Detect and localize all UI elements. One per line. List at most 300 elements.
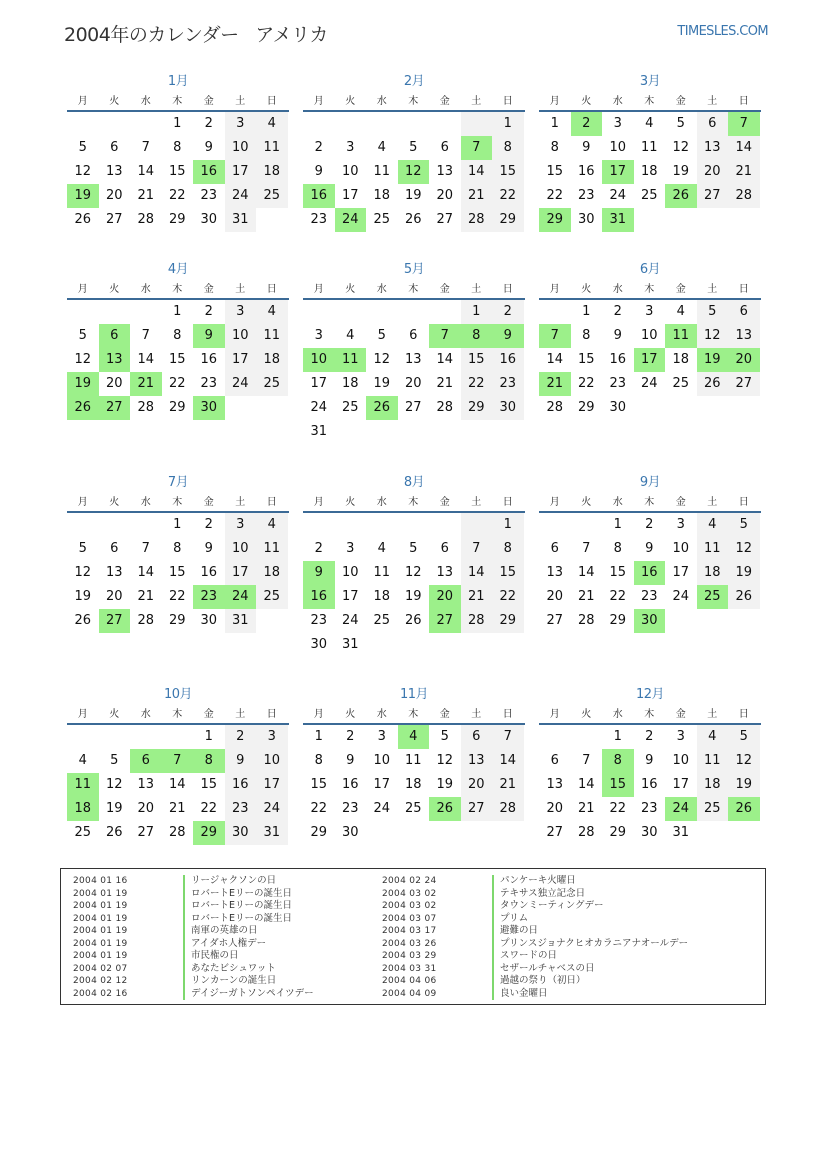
day-cell[interactable]: 9 [346,753,355,768]
day-cell[interactable]: 22 [492,184,524,208]
day-cell[interactable]: 14 [137,352,155,367]
day-cell[interactable]: 24 [341,613,359,628]
day-cell[interactable]: 25 [373,613,391,628]
holiday-day-cell[interactable]: 9 [303,561,335,585]
site-logo[interactable]: TIMESLES.COM [677,24,768,39]
day-cell[interactable]: 1 [613,517,622,532]
day-cell[interactable]: 8 [550,140,559,155]
day-cell[interactable]: 19 [373,376,391,391]
day-cell[interactable]: 16 [225,773,257,797]
day-cell[interactable]: 23 [640,589,658,604]
day-cell[interactable]: 30 [609,400,627,415]
day-cell[interactable]: 29 [609,613,627,628]
day-cell[interactable]: 2 [204,304,213,319]
day-cell[interactable]: 19 [404,188,422,203]
day-cell[interactable]: 4 [377,140,386,155]
day-cell[interactable]: 24 [256,797,288,821]
day-cell[interactable]: 11 [256,537,288,561]
day-cell[interactable]: 4 [697,513,729,537]
day-cell[interactable]: 22 [609,589,627,604]
day-cell[interactable]: 8 [582,328,591,343]
day-cell[interactable]: 17 [341,188,359,203]
holiday-day-cell[interactable]: 20 [728,348,760,372]
day-cell[interactable]: 26 [105,825,123,840]
day-cell[interactable]: 28 [492,797,524,821]
day-cell[interactable]: 6 [550,541,559,556]
day-cell[interactable]: 8 [613,541,622,556]
holiday-day-cell[interactable]: 13 [99,348,131,372]
day-cell[interactable]: 12 [105,777,123,792]
day-cell[interactable]: 21 [577,801,595,816]
day-cell[interactable]: 17 [672,565,690,580]
holiday-day-cell[interactable]: 30 [193,396,225,420]
day-cell[interactable]: 10 [256,749,288,773]
day-cell[interactable]: 1 [173,116,182,131]
holiday-day-cell[interactable]: 24 [665,797,697,821]
day-cell[interactable]: 28 [728,184,760,208]
day-cell[interactable]: 18 [256,348,288,372]
holiday-day-cell[interactable]: 21 [539,372,571,396]
day-cell[interactable]: 23 [310,212,328,227]
day-cell[interactable]: 10 [341,565,359,580]
day-cell[interactable]: 16 [200,352,218,367]
day-cell[interactable]: 7 [141,328,150,343]
day-cell[interactable]: 19 [436,777,454,792]
day-cell[interactable]: 23 [341,801,359,816]
day-cell[interactable]: 28 [461,609,493,633]
holiday-day-cell[interactable]: 24 [335,208,367,232]
day-cell[interactable]: 8 [173,140,182,155]
holiday-day-cell[interactable]: 30 [634,609,666,633]
day-cell[interactable]: 28 [137,212,155,227]
day-cell[interactable]: 10 [225,324,257,348]
day-cell[interactable]: 14 [577,565,595,580]
day-cell[interactable]: 18 [640,164,658,179]
day-cell[interactable]: 26 [74,212,92,227]
day-cell[interactable]: 13 [546,565,564,580]
day-cell[interactable]: 23 [200,376,218,391]
day-cell[interactable]: 11 [256,136,288,160]
day-cell[interactable]: 29 [168,613,186,628]
day-cell[interactable]: 1 [173,517,182,532]
day-cell[interactable]: 25 [640,188,658,203]
day-cell[interactable]: 6 [440,140,449,155]
day-cell[interactable]: 8 [492,136,524,160]
day-cell[interactable]: 25 [256,372,288,396]
day-cell[interactable]: 18 [404,777,422,792]
holiday-day-cell[interactable]: 10 [303,348,335,372]
day-cell[interactable]: 2 [225,725,257,749]
holiday-day-cell[interactable]: 2 [571,112,603,136]
day-cell[interactable]: 3 [613,116,622,131]
day-cell[interactable]: 20 [137,801,155,816]
day-cell[interactable]: 25 [341,400,359,415]
day-cell[interactable]: 5 [409,140,418,155]
day-cell[interactable]: 14 [168,777,186,792]
day-cell[interactable]: 13 [404,352,422,367]
day-cell[interactable]: 6 [409,328,418,343]
day-cell[interactable]: 11 [256,324,288,348]
day-cell[interactable]: 13 [436,164,454,179]
day-cell[interactable]: 15 [577,352,595,367]
day-cell[interactable]: 6 [110,140,119,155]
day-cell[interactable]: 16 [200,565,218,580]
day-cell[interactable]: 1 [314,729,323,744]
holiday-day-cell[interactable]: 26 [366,396,398,420]
day-cell[interactable]: 10 [672,753,690,768]
day-cell[interactable]: 16 [577,164,595,179]
day-cell[interactable]: 11 [373,164,391,179]
day-cell[interactable]: 24 [310,400,328,415]
day-cell[interactable]: 17 [310,376,328,391]
day-cell[interactable]: 18 [697,561,729,585]
holiday-day-cell[interactable]: 26 [728,797,760,821]
holiday-day-cell[interactable]: 26 [67,396,99,420]
holiday-day-cell[interactable]: 29 [193,821,225,845]
day-cell[interactable]: 10 [373,753,391,768]
day-cell[interactable]: 30 [310,637,328,652]
holiday-day-cell[interactable]: 11 [67,773,99,797]
day-cell[interactable]: 22 [168,188,186,203]
day-cell[interactable]: 14 [137,164,155,179]
day-cell[interactable]: 24 [672,589,690,604]
day-cell[interactable]: 17 [373,777,391,792]
day-cell[interactable]: 28 [461,208,493,232]
day-cell[interactable]: 6 [440,541,449,556]
day-cell[interactable]: 7 [492,725,524,749]
day-cell[interactable]: 14 [728,136,760,160]
day-cell[interactable]: 10 [640,328,658,343]
day-cell[interactable]: 6 [697,112,729,136]
day-cell[interactable]: 7 [582,541,591,556]
holiday-day-cell[interactable]: 27 [99,396,131,420]
day-cell[interactable]: 24 [225,184,257,208]
day-cell[interactable]: 28 [577,825,595,840]
day-cell[interactable]: 19 [74,589,92,604]
day-cell[interactable]: 12 [728,749,760,773]
day-cell[interactable]: 15 [492,561,524,585]
day-cell[interactable]: 26 [697,372,729,396]
holiday-day-cell[interactable]: 7 [461,136,493,160]
day-cell[interactable]: 13 [728,324,760,348]
day-cell[interactable]: 28 [137,400,155,415]
day-cell[interactable]: 2 [645,517,654,532]
day-cell[interactable]: 1 [582,304,591,319]
day-cell[interactable]: 11 [697,537,729,561]
day-cell[interactable]: 18 [341,376,359,391]
day-cell[interactable]: 2 [314,541,323,556]
day-cell[interactable]: 22 [577,376,595,391]
day-cell[interactable]: 14 [577,777,595,792]
day-cell[interactable]: 15 [461,348,493,372]
day-cell[interactable]: 11 [373,565,391,580]
day-cell[interactable]: 23 [577,188,595,203]
day-cell[interactable]: 15 [168,164,186,179]
day-cell[interactable]: 28 [137,613,155,628]
day-cell[interactable]: 28 [577,613,595,628]
day-cell[interactable]: 9 [613,328,622,343]
day-cell[interactable]: 21 [137,589,155,604]
day-cell[interactable]: 5 [78,328,87,343]
day-cell[interactable]: 29 [168,400,186,415]
day-cell[interactable]: 24 [640,376,658,391]
day-cell[interactable]: 15 [492,160,524,184]
day-cell[interactable]: 7 [141,140,150,155]
day-cell[interactable]: 8 [492,537,524,561]
holiday-day-cell[interactable]: 12 [398,160,430,184]
day-cell[interactable]: 21 [436,376,454,391]
day-cell[interactable]: 14 [137,565,155,580]
day-cell[interactable]: 18 [672,352,690,367]
day-cell[interactable]: 5 [728,725,760,749]
holiday-day-cell[interactable]: 27 [99,609,131,633]
day-cell[interactable]: 9 [204,140,213,155]
holiday-day-cell[interactable]: 21 [130,372,162,396]
holiday-day-cell[interactable]: 8 [193,749,225,773]
day-cell[interactable]: 24 [373,801,391,816]
day-cell[interactable]: 9 [204,541,213,556]
day-cell[interactable]: 2 [204,116,213,131]
holiday-day-cell[interactable]: 6 [130,749,162,773]
day-cell[interactable]: 30 [341,825,359,840]
day-cell[interactable]: 6 [461,725,493,749]
day-cell[interactable]: 13 [105,164,123,179]
day-cell[interactable]: 31 [225,208,257,232]
day-cell[interactable]: 4 [256,513,288,537]
holiday-day-cell[interactable]: 6 [99,324,131,348]
day-cell[interactable]: 25 [256,585,288,609]
day-cell[interactable]: 13 [137,777,155,792]
day-cell[interactable]: 5 [676,116,685,131]
holiday-day-cell[interactable]: 16 [303,585,335,609]
day-cell[interactable]: 3 [377,729,386,744]
day-cell[interactable]: 8 [314,753,323,768]
day-cell[interactable]: 20 [546,589,564,604]
holiday-day-cell[interactable]: 18 [67,797,99,821]
day-cell[interactable]: 29 [492,609,524,633]
day-cell[interactable]: 13 [546,777,564,792]
day-cell[interactable]: 31 [225,609,257,633]
day-cell[interactable]: 25 [373,212,391,227]
day-cell[interactable]: 25 [672,376,690,391]
day-cell[interactable]: 6 [728,300,760,324]
holiday-day-cell[interactable]: 19 [67,372,99,396]
day-cell[interactable]: 16 [341,777,359,792]
day-cell[interactable]: 9 [645,541,654,556]
holiday-day-cell[interactable]: 25 [697,585,729,609]
day-cell[interactable]: 3 [225,300,257,324]
day-cell[interactable]: 4 [377,541,386,556]
day-cell[interactable]: 21 [137,188,155,203]
day-cell[interactable]: 21 [461,184,493,208]
day-cell[interactable]: 22 [168,376,186,391]
day-cell[interactable]: 22 [310,801,328,816]
day-cell[interactable]: 4 [256,112,288,136]
day-cell[interactable]: 22 [609,801,627,816]
day-cell[interactable]: 4 [256,300,288,324]
day-cell[interactable]: 14 [436,352,454,367]
day-cell[interactable]: 14 [461,160,493,184]
day-cell[interactable]: 5 [78,541,87,556]
day-cell[interactable]: 12 [74,565,92,580]
day-cell[interactable]: 13 [105,565,123,580]
day-cell[interactable]: 4 [346,328,355,343]
day-cell[interactable]: 15 [310,777,328,792]
day-cell[interactable]: 9 [645,753,654,768]
day-cell[interactable]: 19 [728,561,760,585]
day-cell[interactable]: 2 [204,517,213,532]
day-cell[interactable]: 28 [436,400,454,415]
day-cell[interactable]: 26 [404,613,422,628]
day-cell[interactable]: 24 [609,188,627,203]
day-cell[interactable]: 24 [225,372,257,396]
day-cell[interactable]: 29 [609,825,627,840]
day-cell[interactable]: 31 [341,637,359,652]
day-cell[interactable]: 3 [676,729,685,744]
holiday-day-cell[interactable]: 16 [193,160,225,184]
day-cell[interactable]: 1 [550,116,559,131]
day-cell[interactable]: 27 [546,825,564,840]
holiday-day-cell[interactable]: 19 [67,184,99,208]
holiday-day-cell[interactable]: 17 [634,348,666,372]
day-cell[interactable]: 4 [78,753,87,768]
day-cell[interactable]: 26 [74,613,92,628]
day-cell[interactable]: 27 [436,212,454,227]
day-cell[interactable]: 19 [105,801,123,816]
day-cell[interactable]: 12 [436,753,454,768]
day-cell[interactable]: 19 [404,589,422,604]
holiday-day-cell[interactable]: 7 [539,324,571,348]
day-cell[interactable]: 31 [310,424,328,439]
holiday-day-cell[interactable]: 9 [193,324,225,348]
day-cell[interactable]: 12 [672,140,690,155]
day-cell[interactable]: 3 [346,140,355,155]
day-cell[interactable]: 27 [461,797,493,821]
day-cell[interactable]: 3 [645,304,654,319]
day-cell[interactable]: 12 [404,565,422,580]
day-cell[interactable]: 13 [461,749,493,773]
holiday-day-cell[interactable]: 15 [602,773,634,797]
day-cell[interactable]: 10 [609,140,627,155]
holiday-day-cell[interactable]: 8 [461,324,493,348]
day-cell[interactable]: 15 [609,565,627,580]
day-cell[interactable]: 27 [728,372,760,396]
day-cell[interactable]: 17 [341,589,359,604]
day-cell[interactable]: 12 [74,352,92,367]
day-cell[interactable]: 26 [728,585,760,609]
day-cell[interactable]: 17 [672,777,690,792]
holiday-day-cell[interactable]: 26 [429,797,461,821]
day-cell[interactable]: 22 [168,589,186,604]
day-cell[interactable]: 27 [697,184,729,208]
day-cell[interactable]: 15 [168,565,186,580]
day-cell[interactable]: 7 [141,541,150,556]
day-cell[interactable]: 11 [404,753,422,768]
day-cell[interactable]: 5 [409,541,418,556]
day-cell[interactable]: 30 [640,825,658,840]
day-cell[interactable]: 4 [697,725,729,749]
day-cell[interactable]: 20 [436,188,454,203]
day-cell[interactable]: 12 [728,537,760,561]
day-cell[interactable]: 18 [697,773,729,797]
day-cell[interactable]: 27 [137,825,155,840]
day-cell[interactable]: 12 [373,352,391,367]
day-cell[interactable]: 5 [440,729,449,744]
day-cell[interactable]: 2 [346,729,355,744]
day-cell[interactable]: 4 [676,304,685,319]
day-cell[interactable]: 23 [492,372,524,396]
day-cell[interactable]: 21 [577,589,595,604]
day-cell[interactable]: 19 [672,164,690,179]
day-cell[interactable]: 17 [225,348,257,372]
day-cell[interactable]: 15 [546,164,564,179]
day-cell[interactable]: 18 [256,561,288,585]
day-cell[interactable]: 20 [105,376,123,391]
day-cell[interactable]: 1 [173,304,182,319]
day-cell[interactable]: 17 [225,561,257,585]
day-cell[interactable]: 21 [492,773,524,797]
day-cell[interactable]: 27 [546,613,564,628]
day-cell[interactable]: 25 [697,797,729,821]
day-cell[interactable]: 26 [404,212,422,227]
day-cell[interactable]: 28 [546,400,564,415]
day-cell[interactable]: 23 [200,188,218,203]
holiday-day-cell[interactable]: 23 [193,585,225,609]
day-cell[interactable]: 31 [256,821,288,845]
day-cell[interactable]: 15 [168,352,186,367]
holiday-day-cell[interactable]: 20 [429,585,461,609]
day-cell[interactable]: 23 [640,801,658,816]
day-cell[interactable]: 21 [168,801,186,816]
day-cell[interactable]: 31 [672,825,690,840]
day-cell[interactable]: 16 [609,352,627,367]
day-cell[interactable]: 1 [492,513,524,537]
day-cell[interactable]: 30 [577,212,595,227]
day-cell[interactable]: 20 [546,801,564,816]
holiday-day-cell[interactable]: 7 [728,112,760,136]
day-cell[interactable]: 30 [200,212,218,227]
day-cell[interactable]: 21 [461,585,493,609]
holiday-day-cell[interactable]: 9 [492,324,524,348]
day-cell[interactable]: 10 [672,541,690,556]
day-cell[interactable]: 9 [314,164,323,179]
day-cell[interactable]: 20 [105,589,123,604]
day-cell[interactable]: 9 [225,749,257,773]
day-cell[interactable]: 6 [110,541,119,556]
day-cell[interactable]: 4 [645,116,654,131]
holiday-day-cell[interactable]: 26 [665,184,697,208]
day-cell[interactable]: 18 [373,589,391,604]
day-cell[interactable]: 29 [168,212,186,227]
day-cell[interactable]: 14 [492,749,524,773]
holiday-day-cell[interactable]: 11 [335,348,367,372]
day-cell[interactable]: 25 [404,801,422,816]
holiday-day-cell[interactable]: 4 [398,725,430,749]
day-cell[interactable]: 2 [492,300,524,324]
day-cell[interactable]: 14 [546,352,564,367]
day-cell[interactable]: 2 [613,304,622,319]
holiday-day-cell[interactable]: 27 [429,609,461,633]
day-cell[interactable]: 29 [310,825,328,840]
day-cell[interactable]: 20 [105,188,123,203]
day-cell[interactable]: 27 [105,212,123,227]
day-cell[interactable]: 7 [582,753,591,768]
day-cell[interactable]: 9 [582,140,591,155]
day-cell[interactable]: 17 [256,773,288,797]
day-cell[interactable]: 6 [550,753,559,768]
day-cell[interactable]: 18 [373,188,391,203]
day-cell[interactable]: 8 [173,541,182,556]
